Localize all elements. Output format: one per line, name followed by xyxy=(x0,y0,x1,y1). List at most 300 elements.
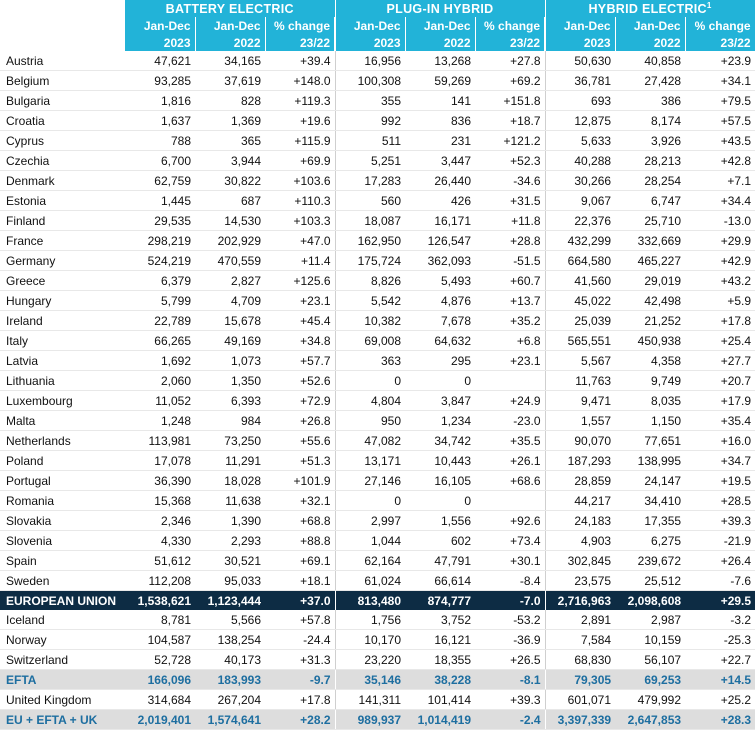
phev-y2022-cell: 16,171 xyxy=(405,211,475,231)
hev-y2023-cell: 41,560 xyxy=(545,271,615,291)
phev-y2023-cell: 61,024 xyxy=(335,571,405,591)
country-name: Romania xyxy=(0,491,125,511)
country-name: Luxembourg xyxy=(0,391,125,411)
bev-y2022-cell: 30,822 xyxy=(195,171,265,191)
hev-y2022-cell: 34,410 xyxy=(615,491,685,511)
hev-y2022-cell: 24,147 xyxy=(615,471,685,491)
country-name: Sweden xyxy=(0,571,125,591)
col-ratio: 23/22 xyxy=(685,34,755,51)
table-row xyxy=(0,650,755,670)
bev-y2023-cell: 113,981 xyxy=(125,431,195,451)
hev-y2022-cell: 10,159 xyxy=(615,630,685,650)
hev-y2023-cell: 22,376 xyxy=(545,211,615,231)
phev-y2023-cell: 23,220 xyxy=(335,650,405,670)
bev-pct-cell: +125.6 xyxy=(265,271,335,291)
phev-y2022-cell: 13,268 xyxy=(405,51,475,71)
country-name: Italy xyxy=(0,331,125,351)
bev-y2023-cell: 93,285 xyxy=(125,71,195,91)
bev-y2023-cell: 1,816 xyxy=(125,91,195,111)
bev-y2023-cell: 8,781 xyxy=(125,610,195,630)
hev-y2022-cell: 25,512 xyxy=(615,571,685,591)
phev-y2023-cell: 13,171 xyxy=(335,451,405,471)
hev-pct-cell: +25.4 xyxy=(685,331,755,351)
hev-pct-cell: +42.9 xyxy=(685,251,755,271)
hev-y2022-cell: 1,150 xyxy=(615,411,685,431)
hev-pct-cell: +34.1 xyxy=(685,71,755,91)
bev-pct-cell: +72.9 xyxy=(265,391,335,411)
table-row xyxy=(0,271,755,291)
bev-y2023-cell: 15,368 xyxy=(125,491,195,511)
hev-y2023-cell: 11,763 xyxy=(545,371,615,391)
col-year-2022: 2022 xyxy=(195,34,265,51)
phev-y2023-cell: 1,756 xyxy=(335,610,405,630)
phev-pct-cell: +68.6 xyxy=(475,471,545,491)
phev-pct-cell: +23.1 xyxy=(475,351,545,371)
bev-pct-cell: +69.1 xyxy=(265,551,335,571)
hev-pct-cell: +27.7 xyxy=(685,351,755,371)
table-row xyxy=(0,551,755,571)
col-year-2022: 2022 xyxy=(615,34,685,51)
hev-y2022-cell: 3,926 xyxy=(615,131,685,151)
battery-electric-header: BATTERY ELECTRIC xyxy=(125,0,335,17)
country-name: Greece xyxy=(0,271,125,291)
bev-pct-cell: +110.3 xyxy=(265,191,335,211)
hev-y2022-cell: 6,747 xyxy=(615,191,685,211)
bev-y2022-cell: 6,393 xyxy=(195,391,265,411)
hev-y2023-cell: 24,183 xyxy=(545,511,615,531)
plug-in-hybrid-header: PLUG-IN HYBRID xyxy=(335,0,545,17)
bev-y2023-cell: 166,096 xyxy=(125,670,195,690)
country-name: Estonia xyxy=(0,191,125,211)
bev-y2023-cell: 36,390 xyxy=(125,471,195,491)
bev-y2023-cell: 11,052 xyxy=(125,391,195,411)
table-row xyxy=(0,391,755,411)
hev-pct-cell: +35.4 xyxy=(685,411,755,431)
bev-y2023-cell: 22,789 xyxy=(125,311,195,331)
hev-y2022-cell: 2,098,608 xyxy=(615,591,685,611)
bev-pct-cell: +32.1 xyxy=(265,491,335,511)
bev-y2022-cell: 365 xyxy=(195,131,265,151)
country-name: United Kingdom xyxy=(0,690,125,710)
phev-y2023-cell: 175,724 xyxy=(335,251,405,271)
bev-y2022-cell: 1,574,641 xyxy=(195,710,265,730)
hev-y2022-cell: 9,749 xyxy=(615,371,685,391)
hev-pct-cell: +34.4 xyxy=(685,191,755,211)
phev-pct-cell xyxy=(475,491,545,511)
bev-y2022-cell: 15,678 xyxy=(195,311,265,331)
hev-y2022-cell: 69,253 xyxy=(615,670,685,690)
phev-pct-cell: +39.3 xyxy=(475,690,545,710)
phev-pct-cell: +30.1 xyxy=(475,551,545,571)
table-row xyxy=(0,431,755,451)
bev-pct-cell: +37.0 xyxy=(265,591,335,611)
bev-pct-cell: +52.6 xyxy=(265,371,335,391)
phev-pct-cell: +121.2 xyxy=(475,131,545,151)
hev-pct-cell: +43.5 xyxy=(685,131,755,151)
bev-pct-cell: +47.0 xyxy=(265,231,335,251)
hev-y2022-cell: 386 xyxy=(615,91,685,111)
bev-y2023-cell: 47,621 xyxy=(125,51,195,71)
table-row xyxy=(0,211,755,231)
header-corner xyxy=(0,17,125,34)
col-pct-change: % change xyxy=(265,17,335,34)
country-name: EFTA xyxy=(0,670,125,690)
hev-y2022-cell: 56,107 xyxy=(615,650,685,670)
table-body xyxy=(0,51,755,730)
phev-pct-cell xyxy=(475,371,545,391)
phev-y2022-cell: 16,121 xyxy=(405,630,475,650)
bev-y2022-cell: 3,944 xyxy=(195,151,265,171)
table-row xyxy=(0,231,755,251)
bev-y2022-cell: 11,638 xyxy=(195,491,265,511)
hev-y2022-cell: 21,252 xyxy=(615,311,685,331)
phev-y2023-cell: 69,008 xyxy=(335,331,405,351)
hev-y2022-cell: 28,213 xyxy=(615,151,685,171)
phev-y2022-cell: 38,228 xyxy=(405,670,475,690)
hev-pct-cell: +29.5 xyxy=(685,591,755,611)
hev-y2023-cell: 601,071 xyxy=(545,690,615,710)
phev-y2023-cell: 141,311 xyxy=(335,690,405,710)
country-name: Denmark xyxy=(0,171,125,191)
phev-pct-cell: -7.0 xyxy=(475,591,545,611)
hev-pct-cell: +79.5 xyxy=(685,91,755,111)
bev-y2023-cell: 6,379 xyxy=(125,271,195,291)
hev-y2023-cell: 90,070 xyxy=(545,431,615,451)
hev-y2022-cell: 25,710 xyxy=(615,211,685,231)
hev-y2023-cell: 693 xyxy=(545,91,615,111)
phev-pct-cell: +24.9 xyxy=(475,391,545,411)
hev-y2022-cell: 8,035 xyxy=(615,391,685,411)
phev-y2022-cell: 874,777 xyxy=(405,591,475,611)
hev-pct-cell: +14.5 xyxy=(685,670,755,690)
hev-pct-cell: +25.2 xyxy=(685,690,755,710)
hybrid-electric-header xyxy=(545,0,755,17)
bev-pct-cell: +34.8 xyxy=(265,331,335,351)
bev-y2023-cell: 2,346 xyxy=(125,511,195,531)
hev-pct-cell: +20.7 xyxy=(685,371,755,391)
group-header-row xyxy=(0,0,755,17)
hev-y2023-cell: 25,039 xyxy=(545,311,615,331)
hev-y2023-cell: 44,217 xyxy=(545,491,615,511)
phev-y2023-cell: 5,251 xyxy=(335,151,405,171)
bev-y2023-cell: 1,248 xyxy=(125,411,195,431)
hev-y2023-cell: 2,891 xyxy=(545,610,615,630)
bev-y2023-cell: 104,587 xyxy=(125,630,195,650)
phev-y2022-cell: 0 xyxy=(405,371,475,391)
phev-y2023-cell: 27,146 xyxy=(335,471,405,491)
bev-y2023-cell: 1,538,621 xyxy=(125,591,195,611)
col-ratio: 23/22 xyxy=(475,34,545,51)
phev-y2023-cell: 0 xyxy=(335,491,405,511)
hev-y2022-cell: 42,498 xyxy=(615,291,685,311)
bev-y2023-cell: 112,208 xyxy=(125,571,195,591)
phev-y2022-cell: 4,876 xyxy=(405,291,475,311)
phev-y2023-cell: 16,956 xyxy=(335,51,405,71)
bev-pct-cell: +103.3 xyxy=(265,211,335,231)
phev-y2023-cell: 18,087 xyxy=(335,211,405,231)
phev-y2023-cell: 100,308 xyxy=(335,71,405,91)
phev-y2022-cell: 3,447 xyxy=(405,151,475,171)
phev-pct-cell: -8.4 xyxy=(475,571,545,591)
phev-y2023-cell: 162,950 xyxy=(335,231,405,251)
hev-pct-cell: +23.9 xyxy=(685,51,755,71)
table-row xyxy=(0,71,755,91)
phev-y2023-cell: 5,542 xyxy=(335,291,405,311)
hev-y2023-cell: 36,781 xyxy=(545,71,615,91)
phev-y2023-cell: 10,170 xyxy=(335,630,405,650)
bev-y2022-cell: 34,165 xyxy=(195,51,265,71)
bev-y2023-cell: 1,692 xyxy=(125,351,195,371)
hev-pct-cell: +5.9 xyxy=(685,291,755,311)
col-year-2023: 2023 xyxy=(335,34,405,51)
hev-y2023-cell: 45,022 xyxy=(545,291,615,311)
table-row xyxy=(0,191,755,211)
table-row xyxy=(0,690,755,710)
bev-y2023-cell: 4,330 xyxy=(125,531,195,551)
efta-total-row xyxy=(0,670,755,690)
phev-pct-cell: +52.3 xyxy=(475,151,545,171)
col-year-2022: 2022 xyxy=(405,34,475,51)
col-pct-change: % change xyxy=(475,17,545,34)
phev-pct-cell: +26.1 xyxy=(475,451,545,471)
country-name: Lithuania xyxy=(0,371,125,391)
country-name: Czechia xyxy=(0,151,125,171)
phev-pct-cell: -2.4 xyxy=(475,710,545,730)
phev-y2022-cell: 231 xyxy=(405,131,475,151)
hev-y2022-cell: 479,992 xyxy=(615,690,685,710)
table-row xyxy=(0,491,755,511)
hev-pct-cell: +26.4 xyxy=(685,551,755,571)
bev-y2023-cell: 298,219 xyxy=(125,231,195,251)
col-year-2023: 2023 xyxy=(545,34,615,51)
bev-y2023-cell: 62,759 xyxy=(125,171,195,191)
hev-pct-cell: +28.5 xyxy=(685,491,755,511)
phev-pct-cell: +151.8 xyxy=(475,91,545,111)
bev-y2022-cell: 1,390 xyxy=(195,511,265,531)
hev-y2023-cell: 30,266 xyxy=(545,171,615,191)
hev-pct-cell: +29.9 xyxy=(685,231,755,251)
phev-y2023-cell: 355 xyxy=(335,91,405,111)
hev-pct-cell: -25.3 xyxy=(685,630,755,650)
bev-pct-cell: +19.6 xyxy=(265,111,335,131)
bev-y2023-cell: 1,445 xyxy=(125,191,195,211)
hev-y2023-cell: 79,305 xyxy=(545,670,615,690)
bev-y2022-cell: 267,204 xyxy=(195,690,265,710)
country-name: Slovenia xyxy=(0,531,125,551)
table-row xyxy=(0,51,755,71)
country-name: Netherlands xyxy=(0,431,125,451)
phev-pct-cell: -36.9 xyxy=(475,630,545,650)
hev-y2022-cell: 8,174 xyxy=(615,111,685,131)
hev-pct-cell: -13.0 xyxy=(685,211,755,231)
bev-pct-cell: +69.9 xyxy=(265,151,335,171)
hev-y2023-cell: 302,845 xyxy=(545,551,615,571)
phev-y2022-cell: 59,269 xyxy=(405,71,475,91)
phev-y2023-cell: 363 xyxy=(335,351,405,371)
bev-pct-cell: +39.4 xyxy=(265,51,335,71)
phev-y2022-cell: 101,414 xyxy=(405,690,475,710)
bev-pct-cell: +55.6 xyxy=(265,431,335,451)
phev-y2022-cell: 64,632 xyxy=(405,331,475,351)
bev-y2023-cell: 29,535 xyxy=(125,211,195,231)
hev-pct-cell: +39.3 xyxy=(685,511,755,531)
hev-pct-cell: +28.3 xyxy=(685,710,755,730)
bev-pct-cell: +26.8 xyxy=(265,411,335,431)
table-row xyxy=(0,111,755,131)
bev-y2022-cell: 4,709 xyxy=(195,291,265,311)
bev-y2023-cell: 2,019,401 xyxy=(125,710,195,730)
phev-pct-cell: -34.6 xyxy=(475,171,545,191)
country-name: Austria xyxy=(0,51,125,71)
country-name: Ireland xyxy=(0,311,125,331)
bev-pct-cell: +45.4 xyxy=(265,311,335,331)
phev-y2022-cell: 16,105 xyxy=(405,471,475,491)
table-row xyxy=(0,451,755,471)
bev-y2023-cell: 6,700 xyxy=(125,151,195,171)
table-row xyxy=(0,471,755,491)
bev-y2023-cell: 314,684 xyxy=(125,690,195,710)
hev-y2023-cell: 3,397,339 xyxy=(545,710,615,730)
hev-y2023-cell: 4,903 xyxy=(545,531,615,551)
phev-pct-cell: -8.1 xyxy=(475,670,545,690)
phev-y2022-cell: 3,752 xyxy=(405,610,475,630)
table-row xyxy=(0,371,755,391)
phev-y2023-cell: 989,937 xyxy=(335,710,405,730)
bev-pct-cell: +31.3 xyxy=(265,650,335,670)
bev-y2022-cell: 95,033 xyxy=(195,571,265,591)
bev-y2022-cell: 49,169 xyxy=(195,331,265,351)
table-row xyxy=(0,151,755,171)
bev-y2022-cell: 138,254 xyxy=(195,630,265,650)
hev-y2023-cell: 432,299 xyxy=(545,231,615,251)
hev-y2023-cell: 565,551 xyxy=(545,331,615,351)
bev-y2022-cell: 18,028 xyxy=(195,471,265,491)
bev-pct-cell: +88.8 xyxy=(265,531,335,551)
phev-y2022-cell: 3,847 xyxy=(405,391,475,411)
table-row xyxy=(0,351,755,371)
eu-total-row xyxy=(0,591,755,611)
hev-y2023-cell: 5,633 xyxy=(545,131,615,151)
period-header-row xyxy=(0,17,755,34)
phev-pct-cell: +27.8 xyxy=(475,51,545,71)
table-row xyxy=(0,311,755,331)
hev-pct-cell: +22.7 xyxy=(685,650,755,670)
phev-y2023-cell: 17,283 xyxy=(335,171,405,191)
country-name: Slovakia xyxy=(0,511,125,531)
bev-y2023-cell: 5,799 xyxy=(125,291,195,311)
bev-y2023-cell: 788 xyxy=(125,131,195,151)
phev-y2022-cell: 10,443 xyxy=(405,451,475,471)
phev-pct-cell: +26.5 xyxy=(475,650,545,670)
hev-y2023-cell: 664,580 xyxy=(545,251,615,271)
bev-y2023-cell: 1,637 xyxy=(125,111,195,131)
phev-pct-cell: -23.0 xyxy=(475,411,545,431)
hev-y2022-cell: 465,227 xyxy=(615,251,685,271)
bev-y2022-cell: 183,993 xyxy=(195,670,265,690)
phev-y2023-cell: 0 xyxy=(335,371,405,391)
hev-pct-cell: +16.0 xyxy=(685,431,755,451)
phev-y2022-cell: 66,614 xyxy=(405,571,475,591)
phev-y2022-cell: 1,014,419 xyxy=(405,710,475,730)
hev-y2023-cell: 28,859 xyxy=(545,471,615,491)
table-row xyxy=(0,511,755,531)
col-jandec: Jan-Dec xyxy=(195,17,265,34)
phev-y2023-cell: 560 xyxy=(335,191,405,211)
phev-pct-cell: +35.5 xyxy=(475,431,545,451)
hev-y2022-cell: 450,938 xyxy=(615,331,685,351)
country-name: Latvia xyxy=(0,351,125,371)
phev-y2023-cell: 35,146 xyxy=(335,670,405,690)
country-name: Finland xyxy=(0,211,125,231)
hev-y2022-cell: 27,428 xyxy=(615,71,685,91)
phev-y2022-cell: 836 xyxy=(405,111,475,131)
bev-y2023-cell: 524,219 xyxy=(125,251,195,271)
table-row xyxy=(0,251,755,271)
country-name: Bulgaria xyxy=(0,91,125,111)
col-jandec: Jan-Dec xyxy=(545,17,615,34)
col-ratio: 23/22 xyxy=(265,34,335,51)
table-row xyxy=(0,131,755,151)
bev-pct-cell: -9.7 xyxy=(265,670,335,690)
phev-y2023-cell: 950 xyxy=(335,411,405,431)
phev-y2023-cell: 2,997 xyxy=(335,511,405,531)
bev-pct-cell: +57.7 xyxy=(265,351,335,371)
phev-y2023-cell: 992 xyxy=(335,111,405,131)
hev-y2023-cell: 7,584 xyxy=(545,630,615,650)
table-row xyxy=(0,91,755,111)
phev-y2022-cell: 426 xyxy=(405,191,475,211)
bev-y2023-cell: 17,078 xyxy=(125,451,195,471)
phev-pct-cell: +11.8 xyxy=(475,211,545,231)
hev-y2023-cell: 68,830 xyxy=(545,650,615,670)
bev-pct-cell: +148.0 xyxy=(265,71,335,91)
hev-y2023-cell: 23,575 xyxy=(545,571,615,591)
phev-pct-cell: -51.5 xyxy=(475,251,545,271)
hev-y2022-cell: 2,987 xyxy=(615,610,685,630)
phev-y2023-cell: 4,804 xyxy=(335,391,405,411)
country-name: Cyprus xyxy=(0,131,125,151)
hev-y2022-cell: 40,858 xyxy=(615,51,685,71)
bev-y2022-cell: 984 xyxy=(195,411,265,431)
bev-y2022-cell: 828 xyxy=(195,91,265,111)
phev-y2022-cell: 126,547 xyxy=(405,231,475,251)
bev-y2022-cell: 1,350 xyxy=(195,371,265,391)
hev-pct-cell: +57.5 xyxy=(685,111,755,131)
country-name: Germany xyxy=(0,251,125,271)
bev-y2022-cell: 2,293 xyxy=(195,531,265,551)
hev-pct-cell: +34.7 xyxy=(685,451,755,471)
bev-y2022-cell: 687 xyxy=(195,191,265,211)
col-jandec: Jan-Dec xyxy=(125,17,195,34)
bev-y2022-cell: 1,073 xyxy=(195,351,265,371)
table-row xyxy=(0,291,755,311)
header-corner xyxy=(0,0,125,17)
bev-y2022-cell: 73,250 xyxy=(195,431,265,451)
bev-y2022-cell: 14,530 xyxy=(195,211,265,231)
bev-pct-cell: +11.4 xyxy=(265,251,335,271)
hev-y2022-cell: 332,669 xyxy=(615,231,685,251)
country-name: Hungary xyxy=(0,291,125,311)
country-name: Spain xyxy=(0,551,125,571)
country-name: France xyxy=(0,231,125,251)
bev-y2022-cell: 40,173 xyxy=(195,650,265,670)
country-name: Croatia xyxy=(0,111,125,131)
bev-pct-cell: +23.1 xyxy=(265,291,335,311)
hev-y2023-cell: 9,067 xyxy=(545,191,615,211)
bev-y2022-cell: 37,619 xyxy=(195,71,265,91)
hev-y2022-cell: 6,275 xyxy=(615,531,685,551)
phev-pct-cell: +28.8 xyxy=(475,231,545,251)
